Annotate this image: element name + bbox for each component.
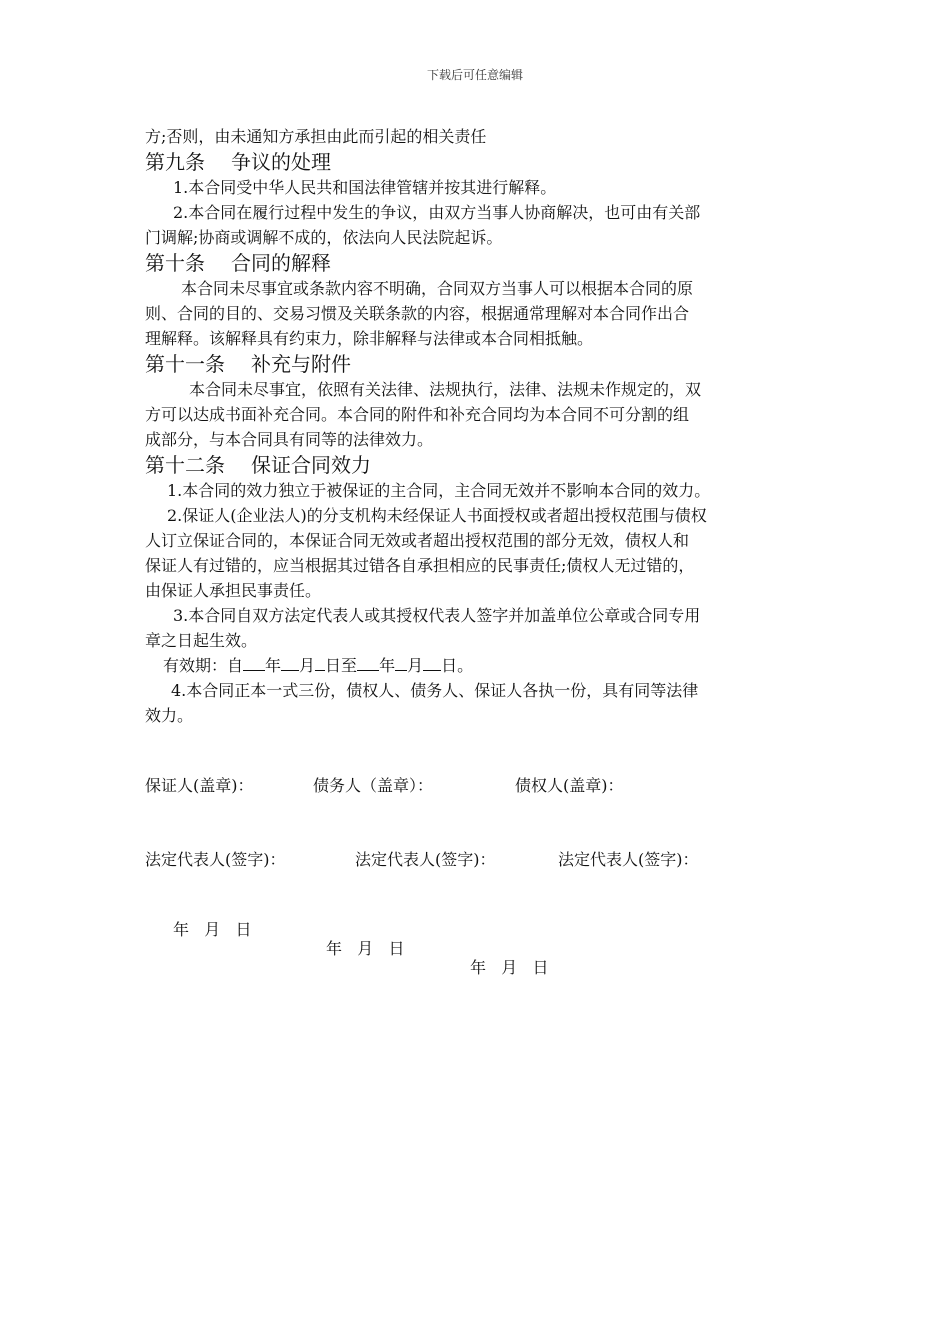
guarantor-seal-label: 保证人(盖章)： [145, 776, 254, 795]
text-line: 2.本合同在履行过程中发生的争议，由双方当事人协商解决，也可由有关部 [173, 203, 701, 222]
text-line: 1.本合同的效力独立于被保证的主合同，主合同无效并不影响本合同的效力。 [167, 481, 711, 500]
creditor-rep-label: 法定代表人(签字)： [558, 850, 699, 869]
text-line: 保证人有过错的，应当根据其过错各自承担相应的民事责任;债权人无过错的， [145, 556, 695, 575]
section-heading-12: 第十二条 保证合同效力 [145, 453, 371, 477]
section-heading-11: 第十一条 补充与附件 [145, 352, 351, 376]
text-line: 人订立保证合同的，本保证合同无效或者超出授权范围的部分无效，债权人和 [145, 531, 690, 550]
page-header-note: 下载后可任意编辑 [426, 68, 523, 82]
text-line: 方可以达成书面补充合同。本合同的附件和补充合同均为本合同不可分割的组 [145, 405, 690, 424]
creditor-seal-label: 债权人(盖章)： [515, 776, 624, 795]
text-line: 本合同未尽事宜或条款内容不明确，合同双方当事人可以根据本合同的原 [181, 279, 694, 298]
text-line: 则、合同的目的、交易习惯及关联条款的内容，根据通常理解对本合同作出合 [145, 304, 690, 323]
section-heading-10: 第十条 合同的解释 [145, 251, 331, 275]
text-line: 方;否则，由未通知方承担由此而引起的相关责任 [145, 127, 487, 146]
text-line: 理解释。该解释具有约束力，除非解释与法律或本合同相抵触。 [145, 329, 594, 348]
debtor-date: 年 月 日 [326, 939, 405, 958]
creditor-date: 年 月 日 [470, 958, 549, 977]
guarantor-date: 年 月 日 [173, 920, 252, 939]
text-line: 由保证人承担民事责任。 [145, 581, 322, 600]
section-heading-9: 第九条 争议的处理 [145, 150, 331, 174]
text-line: 1.本合同受中华人民共和国法律管辖并按其进行解释。 [173, 178, 557, 197]
text-line: 成部分，与本合同具有同等的法律效力。 [145, 430, 434, 449]
text-line: 4.本合同正本一式三份，债权人、债务人、保证人各执一份，具有同等法律 [171, 681, 699, 700]
debtor-rep-label: 法定代表人(签字)： [355, 850, 496, 869]
text-line: 门调解;协商或调解不成的，依法向人民法院起诉。 [145, 228, 503, 247]
guarantor-rep-label: 法定代表人(签字)： [145, 850, 286, 869]
text-line: 3.本合同自双方法定代表人或其授权代表人签字并加盖单位公章或合同专用 [173, 606, 701, 625]
date-row [145, 898, 549, 977]
validity-line: 有效期：自 年 月 日至 年 月 日。 [163, 656, 474, 675]
text-line: 本合同未尽事宜，依照有关法律、法规执行，法律、法规未作规定的，双 [189, 380, 702, 399]
debtor-seal-label: 债务人（盖章）： [313, 776, 434, 795]
contract-body [145, 124, 805, 728]
text-line: 章之日起生效。 [145, 631, 258, 650]
text-line: 2.保证人(企业法人)的分支机构未经保证人书面授权或者超出授权范围与债权 [167, 506, 707, 525]
text-line: 效力。 [145, 706, 194, 725]
